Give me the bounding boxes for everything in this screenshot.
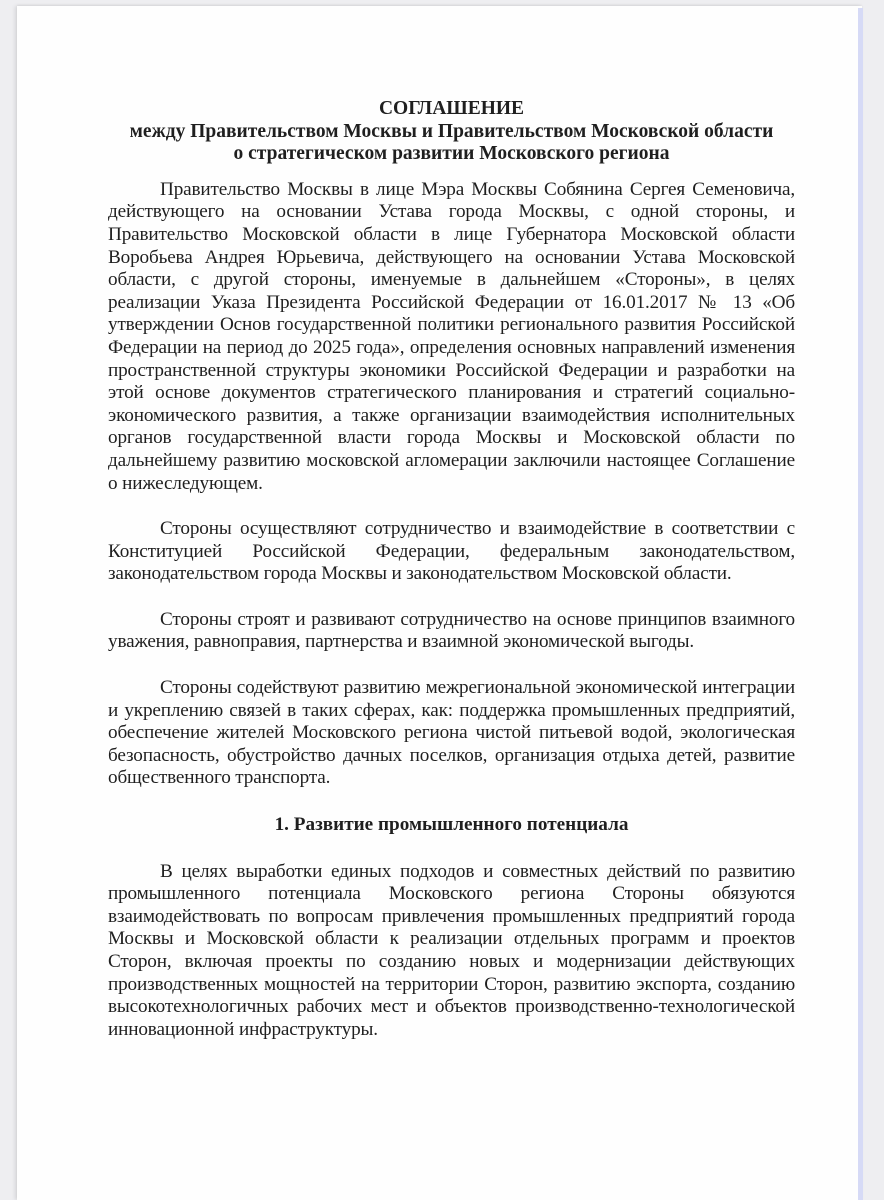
- paragraph-principles: Стороны строят и развивают сотрудничество на основе принципов взаимного уважения, равноправия, партнерства и взаимной экономической выгоды.: [108, 608, 795, 653]
- spacer: [108, 166, 795, 179]
- spacer: [108, 495, 795, 518]
- paragraph-preamble: Правительство Москвы в лице Мэра Москвы Собянина Сергея Семеновича, действующего на основании Устава города Москвы, с одной стороны, и Правительство Московской области в лице Губернатора Московской области Воробьева Андрея Юрьевича, действующего на основании Устава Московской области, с другой стороны, именуемые в дальнейшем «Стороны», в целях реализации Указа Президента Российской Федерации от 16.01.2017 № 13 «Об утверждении Основ государственной политики регионального развития Российской Федерации на период до 2025 года», определения основных направлений изменения пространственной структуры экономики Российской Федерации и разработки на этой основе документов стратегического планирования и стратегий социально-экономического развития, а также организации взаимодействия исполнительных органов государственной власти города Москвы и Московской области по дальнейшему развитию московской агломерации заключили настоящее Соглашение о нижеследующем.: [108, 178, 795, 494]
- title-line-1: СОГЛАШЕНИЕ: [378, 98, 525, 119]
- paragraph-integration: Стороны содействуют развитию межрегиональной экономической интеграции и укреплению связей в таких сферах, как: поддержка промышленных предприятий, обеспечение жителей Московского региона чистой питьевой водой, экологическая безопасность, обустройство дачных поселков, организация отдыха детей, развитие общественного транспорта.: [108, 677, 795, 789]
- spacer: [108, 586, 795, 609]
- document-title: [108, 98, 795, 166]
- paragraph-legal-basis: Стороны осуществляют сотрудничество и взаимодействие в соответствии с Конституцией Российской Федерации, федеральным законодательством, законодательством города Москвы и законодательством Московской области.: [108, 518, 795, 585]
- title-line-3: о стратегическом развитии Московского региона: [233, 143, 670, 165]
- spacer: [108, 837, 795, 861]
- page-edge-strip: [858, 8, 863, 1200]
- document-body: [108, 98, 795, 1041]
- spacer: [108, 654, 795, 677]
- title-line-2: между Правительством Москвы и Правительством Московской области: [129, 120, 774, 142]
- section-heading-1: 1. Развитие промышленного потенциала: [274, 814, 629, 836]
- spacer: [108, 790, 795, 814]
- section-1-paragraph: В целях выработки единых подходов и совместных действий по развитию промышленного потенциала Московского региона Стороны обязуются взаимодействовать по вопросам привлечения промышленных предприятий города Москвы и Московской области к реализации отдельных программ и проектов Сторон, включая проекты по созданию новых и модернизации действующих производственных мощностей на территории Сторон, развитию экспорта, созданию высокотехнологичных рабочих мест и объектов производственно-технологической инновационной инфраструктуры.: [108, 860, 795, 1040]
